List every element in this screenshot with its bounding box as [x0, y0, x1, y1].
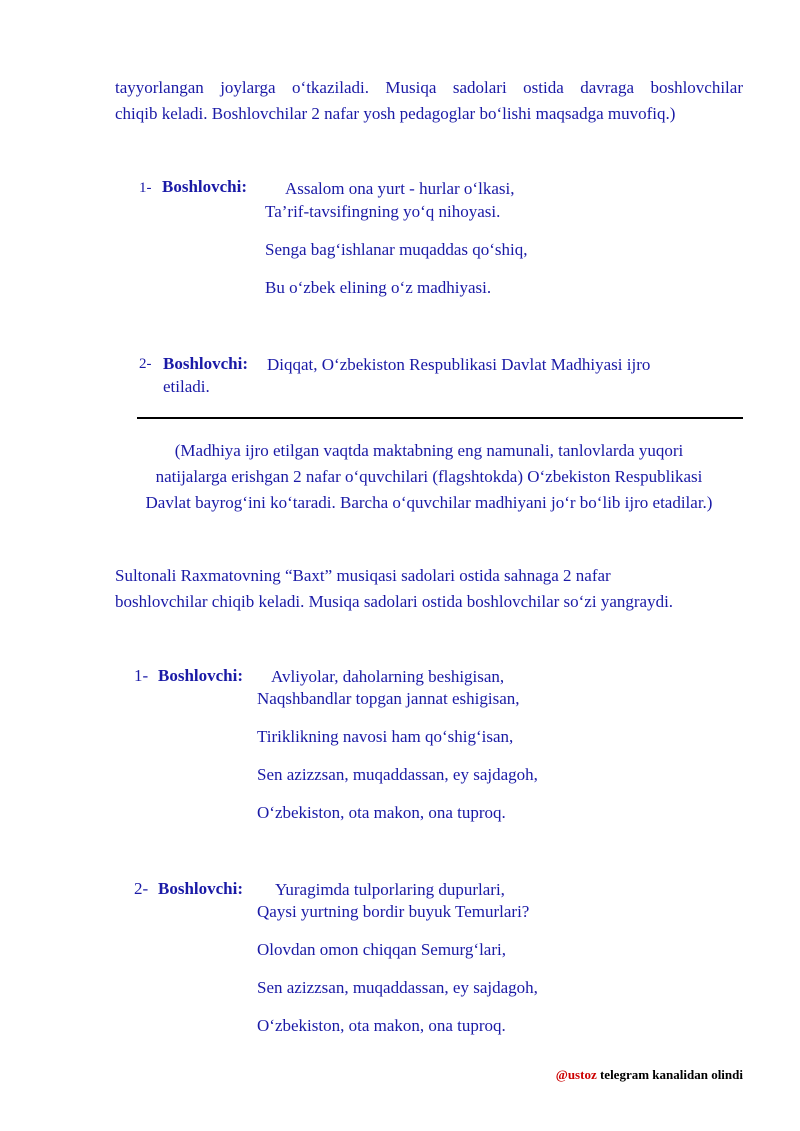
host-number: 2- — [139, 356, 152, 372]
verse-line: Assalom ona yurt - hurlar o‘lkasi, — [285, 179, 515, 198]
verse-line: Avliyolar, daholarning beshigisan, — [271, 667, 505, 686]
intro-line-1: tayyorlangan joylarga o‘tkaziladi. Musiqa sadolari ostida davraga boshlovchilar — [115, 78, 743, 97]
stage-note-line: natijalarga erishgan 2 nafar o‘quvchilari (flagshtokda) O‘zbekiston Respublikasi — [155, 467, 703, 486]
stage-note-line: (Madhiya ijro etilgan vaqtda maktabning eng namunali, tanlovlarda yuqori — [174, 441, 684, 460]
intro-paragraph — [115, 75, 743, 127]
verse-line: Naqshbandlar topgan jannat eshigisan, — [257, 689, 520, 708]
host-label: Boshlovchi: — [158, 879, 244, 898]
announcement-line: Diqqat, O‘zbekiston Respublikasi Davlat Madhiyasi ijro — [267, 355, 651, 374]
music-note — [115, 563, 755, 615]
host-number: 2- — [134, 879, 149, 898]
verse-line: O‘zbekiston, ota makon, ona tuproq. — [257, 1016, 506, 1035]
stage-note — [115, 438, 743, 516]
verse-line: Yuragimda tulporlaring dupurlari, — [275, 880, 505, 899]
footer-credit — [556, 1067, 743, 1083]
telegram-handle[interactable]: @ustoz — [555, 1067, 597, 1082]
verse-line: Sen azizzsan, muqaddassan, ey sajdagoh, — [257, 978, 538, 997]
section-divider — [137, 417, 743, 419]
music-note-line: boshlovchilar chiqib keladi. Musiqa sadolari ostida boshlovchilar so‘zi yangraydi. — [115, 592, 674, 611]
verse-line: Qaysi yurtning bordir buyuk Temurlari? — [257, 902, 530, 921]
host-label: Boshlovchi: — [162, 177, 248, 196]
verse-line: Senga bag‘ishlanar muqaddas qo‘shiq, — [265, 240, 528, 259]
footer-text: telegram kanalidan olindi — [596, 1067, 743, 1082]
announcement-line: etiladi. — [163, 377, 210, 396]
host-number: 1- — [139, 180, 152, 196]
verse-line: Olovdan omon chiqqan Semurg‘lari, — [257, 940, 506, 959]
verse-line: Ta’rif-tavsifingning yo‘q nihoyasi. — [265, 202, 501, 221]
music-note-line: Sultonali Raxmatovning “Baxt” musiqasi sadolari ostida sahnaga 2 nafar — [115, 566, 611, 585]
host-number: 1- — [134, 666, 149, 685]
verse-line: Bu o‘zbek elining o‘z madhiyasi. — [265, 278, 492, 297]
host-label: Boshlovchi: — [158, 666, 244, 685]
verse-line: Tiriklikning navosi ham qo‘shig‘isan, — [257, 727, 514, 746]
stage-note-line: Davlat bayrog‘ini ko‘taradi. Barcha o‘quvchilar madhiyani jo‘r bo‘lib ijro etadilar.) — [145, 493, 713, 512]
host-label: Boshlovchi: — [163, 354, 249, 373]
intro-line-2: chiqib keladi. Boshlovchilar 2 nafar yosh pedagoglar bo‘lishi maqsadga muvofiq.) — [115, 104, 676, 123]
verse-line: Sen azizzsan, muqaddassan, ey sajdagoh, — [257, 765, 538, 784]
verse-line: O‘zbekiston, ota makon, ona tuproq. — [257, 803, 506, 822]
